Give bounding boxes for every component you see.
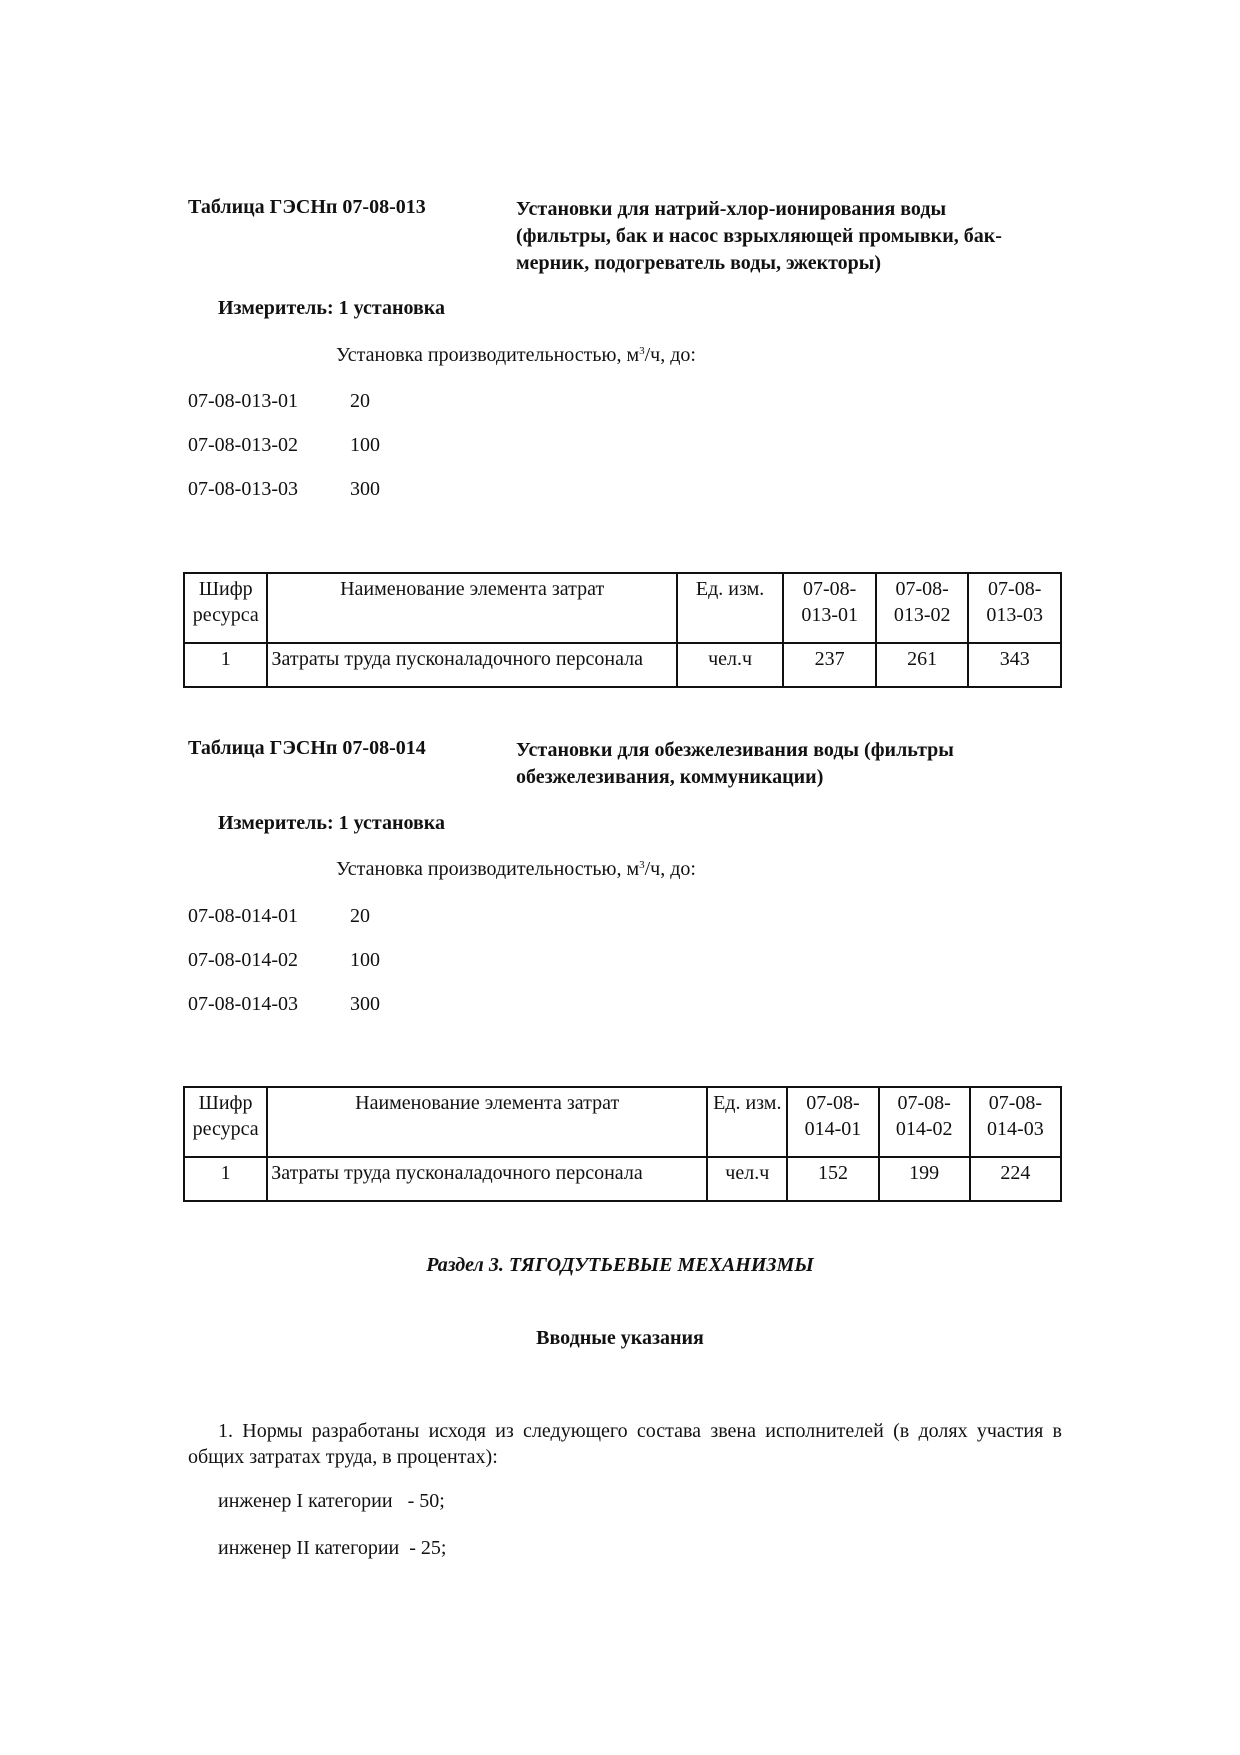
header-col: 07-08- 014-02: [879, 1087, 970, 1157]
performance-suffix: /ч, до:: [644, 344, 696, 366]
intro-paragraph: 1. Нормы разработаны исходя из следующего состава звена исполнителей (в долях участия в общих затратах труда, в процентах):: [188, 1420, 1062, 1468]
resource-table: [183, 1086, 1062, 1202]
table-title-line: Установки для обезжелезивания воды (фильтры: [516, 739, 954, 761]
performance-prefix: Установка производительностью, м: [336, 858, 640, 880]
norm-code: 07-08-013-03: [188, 478, 298, 500]
table-title: [516, 196, 1036, 277]
norm-code: 07-08-013-02: [188, 434, 298, 456]
table-title-line: обезжелезивания, коммуникации): [516, 766, 824, 788]
cell-unit: чел.ч: [677, 643, 784, 687]
table-row: [184, 1157, 1061, 1201]
norm-code: 07-08-014-02: [188, 949, 298, 971]
table-label: Таблица ГЭСНп 07-08-013: [188, 196, 426, 218]
norm-value: 300: [350, 478, 380, 500]
header-col: 07-08- 013-02: [876, 573, 969, 643]
norm-code: 07-08-013-01: [188, 390, 298, 412]
performance-sup: 3: [639, 345, 645, 357]
norm-value: 300: [350, 993, 380, 1015]
performance-suffix: /ч, до:: [644, 858, 696, 880]
resource-table: [183, 572, 1062, 688]
header-code: Шифр ресурса: [184, 573, 267, 643]
performance-caption: [336, 344, 696, 367]
cell-value: 199: [879, 1157, 970, 1201]
norm-code: 07-08-014-03: [188, 993, 298, 1015]
table-title: [516, 737, 1036, 791]
norm-value: 20: [350, 390, 370, 412]
table-header-row: [184, 573, 1061, 643]
performance-caption: [336, 858, 696, 881]
header-name: Наименование элемента затрат: [267, 573, 676, 643]
list-item: инженер II категории - 25;: [218, 1537, 447, 1559]
header-col: 07-08- 013-01: [783, 573, 876, 643]
header-unit: Ед. изм.: [677, 573, 784, 643]
cell-code: 1: [184, 1157, 267, 1201]
norm-code: 07-08-014-01: [188, 905, 298, 927]
cell-value: 261: [876, 643, 969, 687]
performance-prefix: Установка производительностью, м: [336, 344, 640, 366]
header-col: 07-08- 014-01: [787, 1087, 878, 1157]
cell-value: 237: [783, 643, 876, 687]
table-label: Таблица ГЭСНп 07-08-014: [188, 737, 426, 759]
norm-value: 20: [350, 905, 370, 927]
cell-value: 224: [970, 1157, 1061, 1201]
norm-value: 100: [350, 949, 380, 971]
header-unit: Ед. изм.: [707, 1087, 787, 1157]
header-code: Шифр ресурса: [184, 1087, 267, 1157]
header-name: Наименование элемента затрат: [267, 1087, 707, 1157]
table-title-line: (фильтры, бак и насос взрыхляющей промывки, бак-: [516, 225, 1002, 247]
cell-unit: чел.ч: [707, 1157, 787, 1201]
table-header-row: [184, 1087, 1061, 1157]
list-item: инженер I категории - 50;: [218, 1490, 445, 1512]
table-title-line: Установки для натрий-хлор-ионирования воды: [516, 198, 947, 220]
performance-sup: 3: [639, 859, 645, 871]
norm-value: 100: [350, 434, 380, 456]
cell-value: 343: [968, 643, 1061, 687]
meter-label: Измеритель: 1 установка: [218, 812, 445, 834]
cell-name: Затраты труда пусконаладочного персонала: [267, 1157, 707, 1201]
cell-name: Затраты труда пусконаладочного персонала: [267, 643, 676, 687]
meter-label: Измеритель: 1 установка: [218, 297, 445, 319]
header-col: 07-08- 013-03: [968, 573, 1061, 643]
table-row: [184, 643, 1061, 687]
cell-code: 1: [184, 643, 267, 687]
section-title: Раздел 3. ТЯГОДУТЬЕВЫЕ МЕХАНИЗМЫ: [426, 1254, 814, 1276]
table-title-line: мерник, подогреватель воды, эжекторы): [516, 252, 882, 274]
intro-title: Вводные указания: [536, 1327, 704, 1349]
cell-value: 152: [787, 1157, 878, 1201]
header-col: 07-08- 014-03: [970, 1087, 1061, 1157]
